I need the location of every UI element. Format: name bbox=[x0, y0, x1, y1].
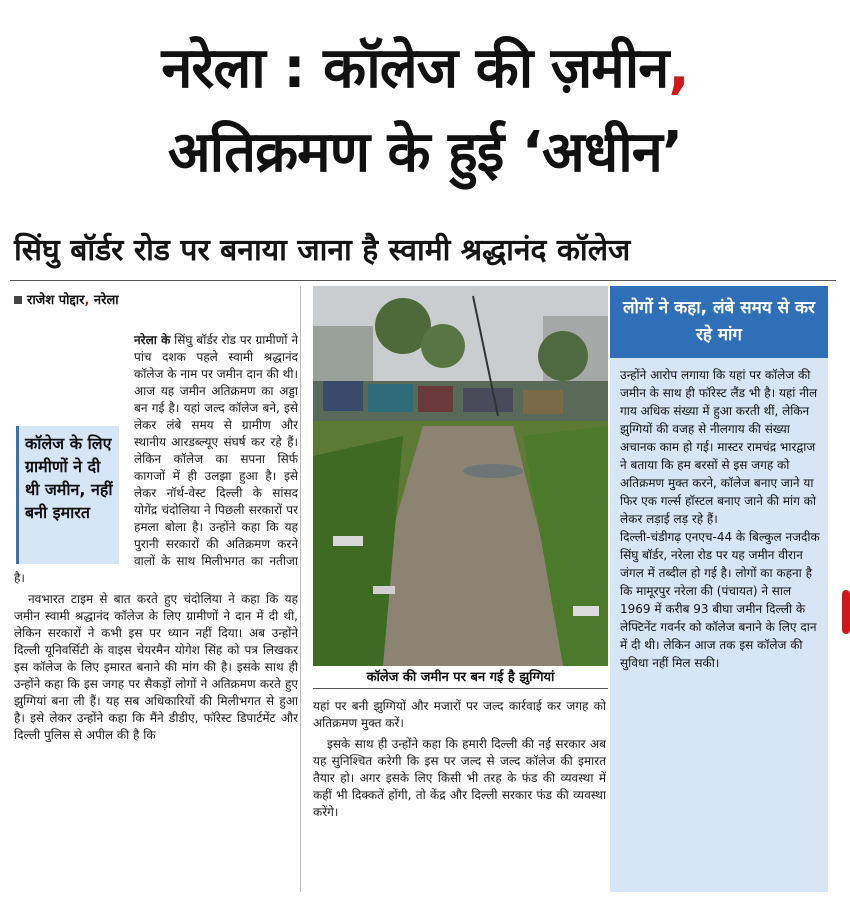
left-paragraph-2: नवभारत टाइम से बात करते हुए चंदोलिया ने कहा कि यह जमीन स्वामी श्रद्धानंद कॉलेज के लिए ग्रामीणों ने दान में दी थी, लेकिन सरकारों ने कभी इस पर ध्यान नहीं दिया। अब उन्होंने दिल्ली यूनिवर्सिटी के वाइस चेयरमैन योगेश सिंह को पत्र लिखकर इस कॉलेज के लिए इमारत बनाने की मांग की है। इसके साथ ही उन्होंने कहा कि इस जगह पर सैकड़ों लोगों ने अतिक्रमण करते हुए झुग्गियां बना ली हैं। यह सब अधिकारियों की मिलीभगत से हुआ है। इसे लेकर उन्होंने कहा कि मैंने डीडीए, फॉरेस्ट डिपार्टमेंट और दिल्ली पुलिस से अपील की है कि bbox=[14, 592, 298, 742]
column-divider bbox=[300, 286, 301, 892]
sidebar-paragraph-2: दिल्ली-चंडीगढ़ एनएच-44 के बिल्कुल नजदीक सिंघु बॉर्डर, नरेला रोड पर यह जमीन वीरान जंगल में तब्दील हो गई है। लोगों का कहना है कि मामूरपुर नरेला की (पंचायत) ने साल 1969 में करीब 93 बीघा जमीन दिल्ली के लेफ्टिनेंट गवर्नर को कॉलेज बनाने के लिए दान में दी थी। लेकिन आज तक इस कॉलेज की सुविधा नहीं मिल सकी। bbox=[620, 530, 820, 670]
byline-author: राजेश पोद्दार bbox=[27, 293, 85, 308]
sidebar-heading-text: लोगों ने कहा, लंबे समय से कर रहे मांग bbox=[622, 298, 816, 345]
middle-column bbox=[313, 698, 606, 892]
divider bbox=[10, 280, 836, 281]
sidebar-paragraph-1: उन्होंने आरोप लगाया कि यहां पर कॉलेज की जमीन के साथ ही फॉरेस्ट लैंड भी है। यहां नील गाय अधिक संख्या में हुआ करती थीं, लेकिन झुग्गियों की वजह से नीलगाय की संख्या अचानक काम हो गई। मास्टर रामचंद्र भारद्वाज ने बताया कि हम बरसों से इस जगह को अतिक्रमण मुक्त करने, कॉलेज बनाए जाने या फिर एक गर्ल्स हॉस्टल बनाए जाने की मांग को लेकर लड़ाई लड़ रहे हैं। bbox=[620, 368, 818, 526]
byline-square-icon bbox=[14, 296, 22, 304]
pull-quote bbox=[16, 426, 119, 564]
subheadline: सिंघु बॉर्डर रोड पर बनाया जाना है स्वामी श्रद्धानंद कॉलेज bbox=[14, 233, 631, 268]
byline-place: नरेला bbox=[93, 293, 119, 308]
edge-red-mark bbox=[842, 590, 850, 634]
headline-line-2: अतिक्रमण के हुई ‘अधीन’ bbox=[167, 120, 683, 185]
photo-caption: कॉलेज की जमीन पर बन गई है झुग्गियां bbox=[313, 668, 608, 689]
pull-quote-text: कॉलेज के लिए ग्रामीणों ने दी थी जमीन, नहीं बनी इमारत bbox=[25, 434, 113, 522]
headline-line-1 bbox=[0, 36, 850, 102]
headline-text-1: नरेला : कॉलेज की ज़मीन bbox=[161, 36, 669, 101]
slum-photo-illustration bbox=[313, 286, 608, 666]
byline bbox=[14, 290, 119, 308]
sidebar-body bbox=[620, 366, 820, 672]
sidebar-heading bbox=[610, 286, 828, 358]
left-paragraph-1-text: सिंघु बॉर्डर रोड पर ग्रामीणों ने पांच दशक पहले स्वामी श्रद्धानंद कॉलेज के नाम पर जमीन दान की थी। आज यह जमीन अतिक्रमण का अड्डा बन गई है। यहां जल्द कॉलेज बने, इसे लेकर लंबे समय से ग्रामीण और स्थानीय आरडब्ल्यूए संघर्ष कर रहे हैं। लेकिन कॉलेज का सपना सिर्फ कागजों में ही उलझा हुआ है। इसे लेकर नॉर्थ-वेस्ट दिल्ली के सांसद योगेंद्र चंदोलिया ने पिछली सरकारों पर हमला बोला है। उन्होंने कहा कि यह पुरानी सरकारों की अतिक्रमण करने वालों के साथ मिलीभगत का नतीजा है। bbox=[14, 333, 298, 585]
lead-word: नरेला के bbox=[134, 333, 171, 347]
middle-paragraph-2: इसके साथ ही उन्होंने कहा कि हमारी दिल्ली की नई सरकार अब यह सुनिश्चित करेगी कि इस पर जल्द से जल्द कॉलेज की इमारत तैयार हो। अगर इसके लिए किसी भी तरह के फंड की व्यवस्था में कहीं भी दिक्कतें होंगी, तो केंद्र और दिल्ली सरकार फंड की व्यवस्था करेंगे। bbox=[313, 737, 606, 819]
news-photo bbox=[313, 286, 608, 666]
byline-comma: , bbox=[84, 293, 90, 308]
headline-comma: , bbox=[668, 36, 689, 101]
left-column bbox=[14, 332, 298, 892]
middle-paragraph-1: यहां पर बनी झुग्गियों और मजारों पर जल्द कार्रवाई कर जगह को अतिक्रमण मुक्त करें। bbox=[313, 699, 606, 730]
